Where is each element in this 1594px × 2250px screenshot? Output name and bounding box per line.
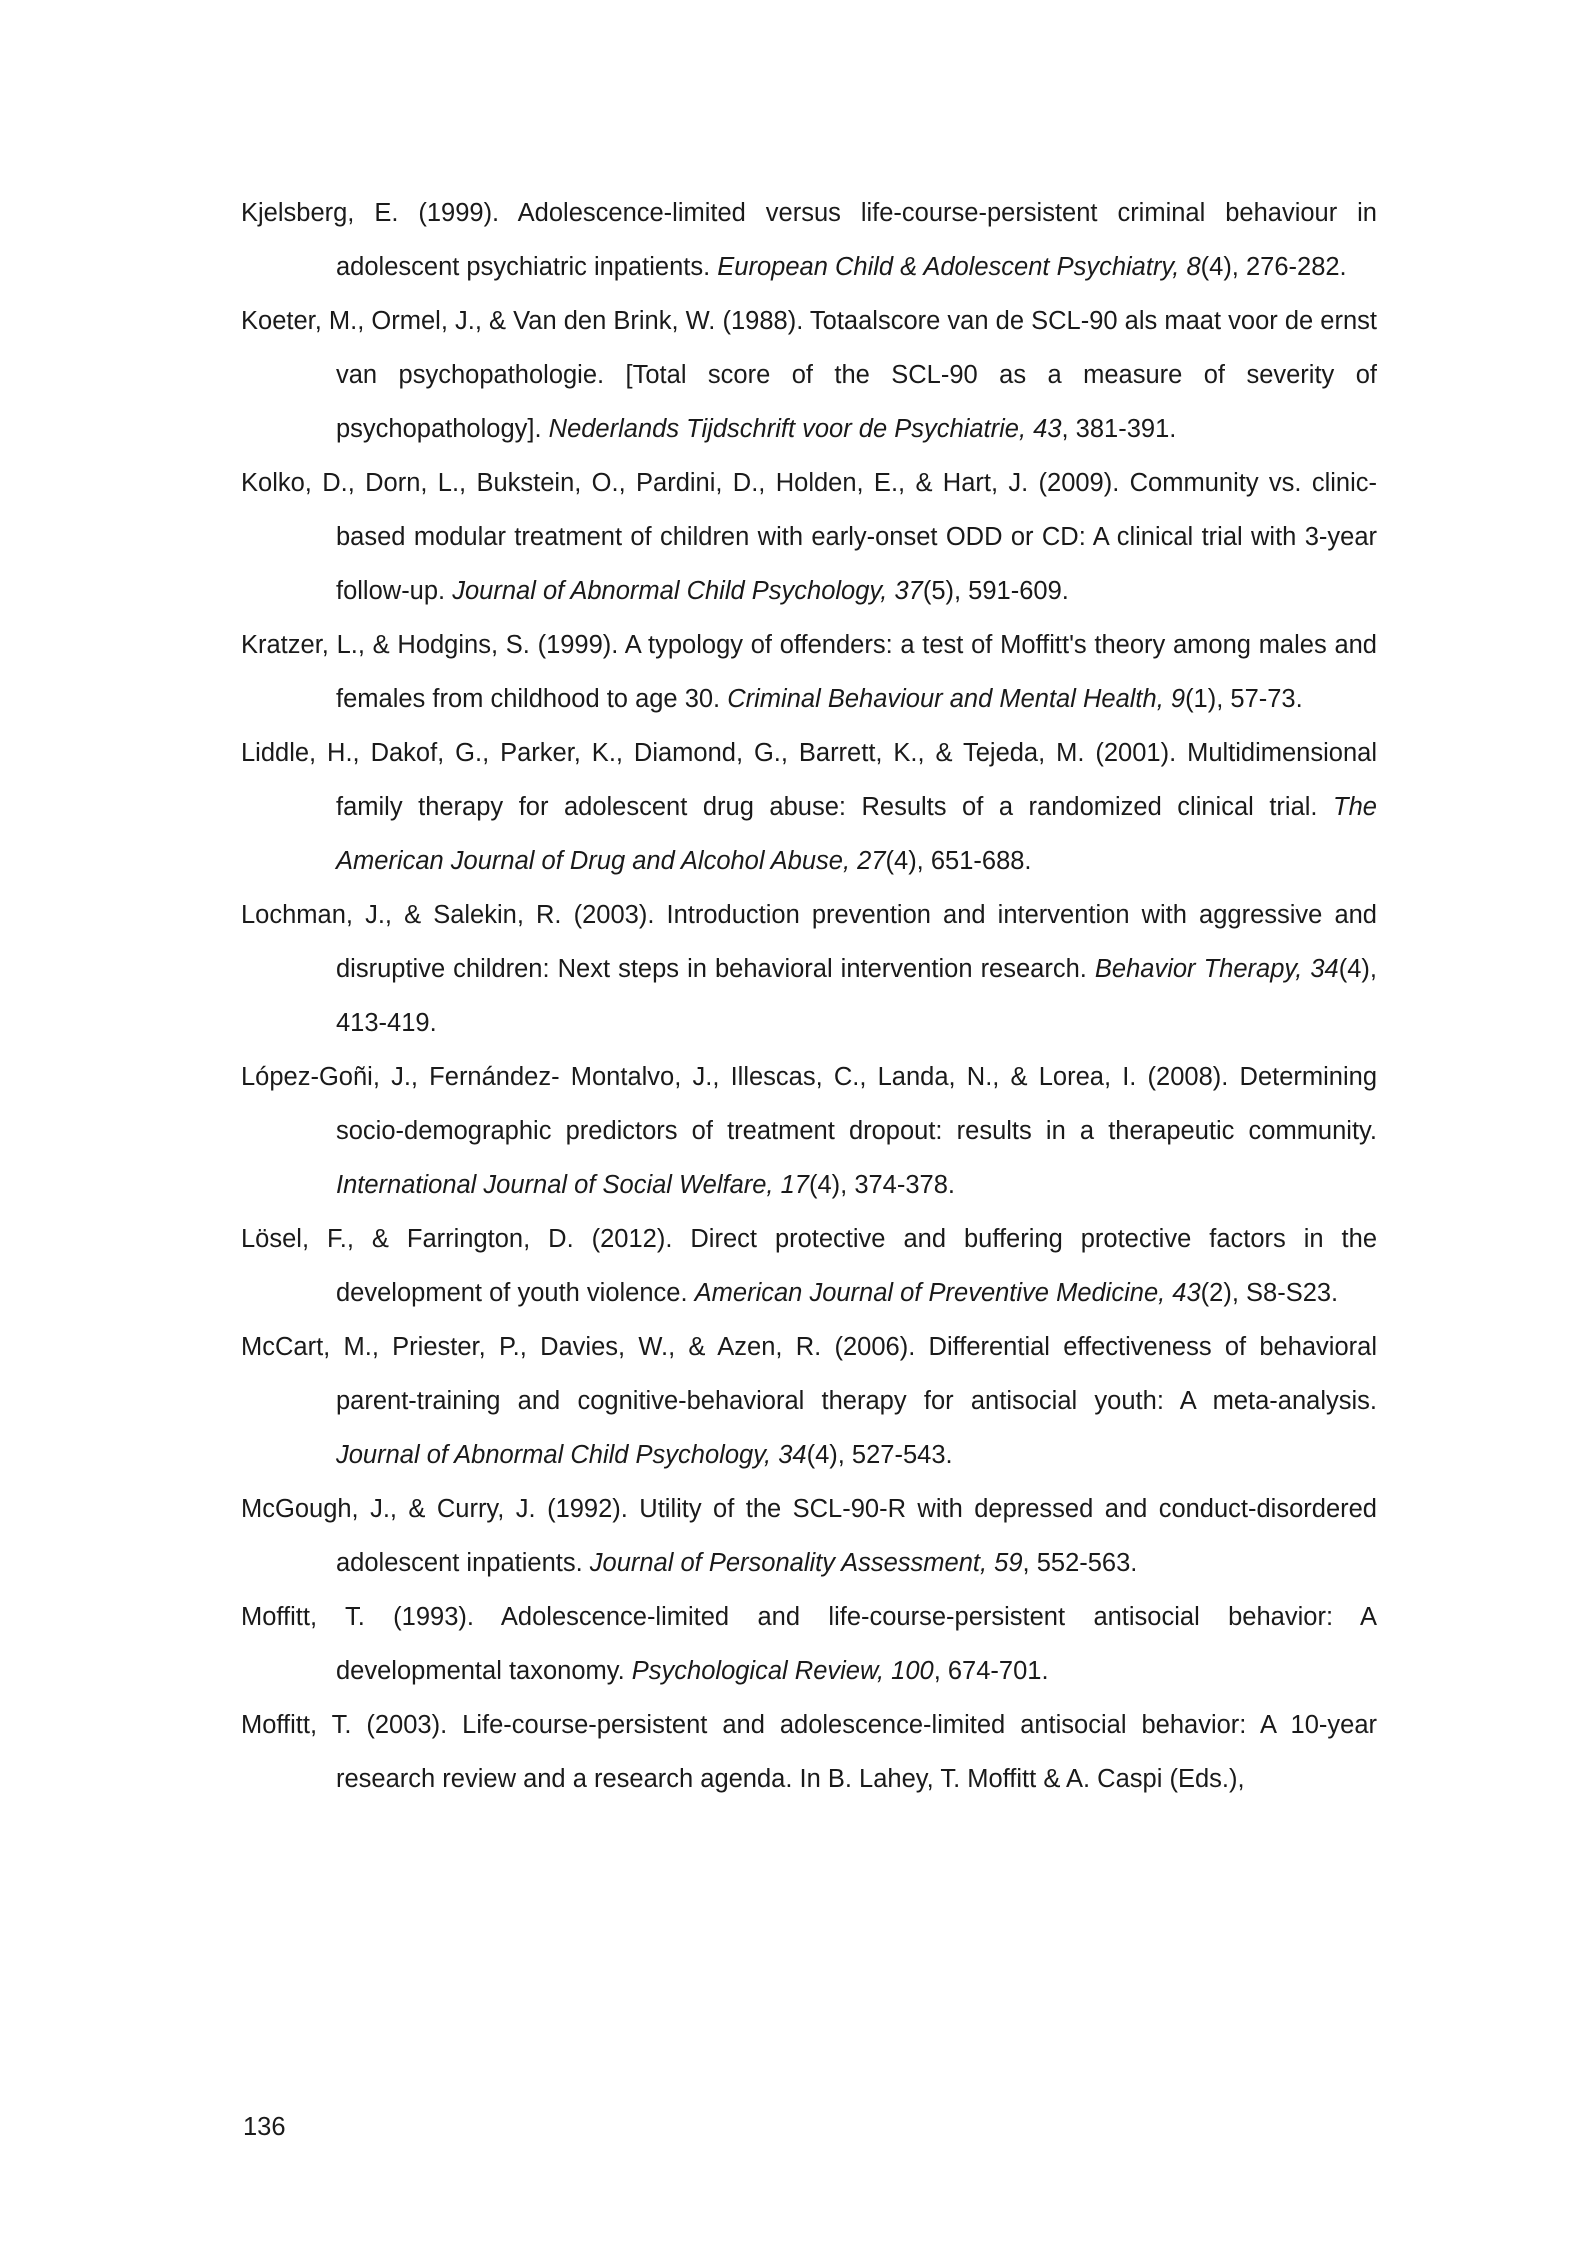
reference-entry: Lösel, F., & Farrington, D. (2012). Direct protective and buffering protective factors in the development of youth violence. American Journal of Preventive Medicine, 43(2), S8-S23. — [241, 1225, 1377, 1307]
reference-entry: Kolko, D., Dorn, L., Bukstein, O., Pardini, D., Holden, E., & Hart, J. (2009). Community vs. clinic-based modular treatment of children with early-onset ODD or CD: A clinical trial with 3-year follow-up. Journal of Abnormal Child Psychology, 37(5), 591-609. — [241, 469, 1377, 605]
journal-title: Behavior Therapy, 34 — [1094, 955, 1339, 983]
reference-entry: Lochman, J., & Salekin, R. (2003). Introduction prevention and intervention with aggressive and disruptive children: Next steps in behavioral intervention research. Behavior Therapy, 34(4), 413-419. — [241, 901, 1377, 1037]
journal-title: Psychological Review, 100 — [631, 1657, 934, 1685]
reference-entry: Moffitt, T. (1993). Adolescence-limited and life-course-persistent antisocial behavior: A developmental taxonomy. Psychological Review, 100, 674-701. — [241, 1603, 1377, 1685]
journal-title: Journal of Abnormal Child Psychology, 34 — [336, 1441, 807, 1469]
reference-entry: López-Goñi, J., Fernández- Montalvo, J., Illescas, C., Landa, N., & Lorea, I. (2008). Determining socio-demographic predictors of treatment dropout: results in a therapeutic community. International Journal of Social Welfare, 17(4), 374-378. — [241, 1063, 1377, 1199]
reference-entry: Kratzer, L., & Hodgins, S. (1999). A typology of offenders: a test of Moffitt's theory among males and females from childhood to age 30. Criminal Behaviour and Mental Health, 9(1), 57-73. — [241, 631, 1377, 713]
journal-title: Journal of Personality Assessment, 59 — [589, 1549, 1023, 1577]
reference-list — [241, 186, 1377, 1806]
reference-entry: Koeter, M., Ormel, J., & Van den Brink, W. (1988). Totaalscore van de SCL-90 als maat voor de ernst van psychopathologie. [Total score of the SCL-90 as a measure of severity of psychopathology]. Nederlands Tijdschrift voor de Psychiatrie, 43, 381-391. — [241, 307, 1377, 443]
reference-entry: Moffitt, T. (2003). Life-course-persistent and adolescence-limited antisocial behavior: A 10-year research review and a research agenda. In B. Lahey, T. Moffitt & A. Caspi (Eds.), — [241, 1711, 1377, 1793]
journal-title: European Child & Adolescent Psychiatry, 8 — [717, 253, 1201, 281]
reference-entry: McGough, J., & Curry, J. (1992). Utility of the SCL-90-R with depressed and conduct-disordered adolescent inpatients. Journal of Personality Assessment, 59, 552-563. — [241, 1495, 1377, 1577]
reference-entry: Kjelsberg, E. (1999). Adolescence-limited versus life-course-persistent criminal behaviour in adolescent psychiatric inpatients. European Child & Adolescent Psychiatry, 8(4), 276-282. — [241, 199, 1377, 281]
journal-title: The American Journal of Drug and Alcohol Abuse, 27 — [336, 793, 1377, 875]
reference-entry: McCart, M., Priester, P., Davies, W., & Azen, R. (2006). Differential effectiveness of behavioral parent-training and cognitive-behavioral therapy for antisocial youth: A meta-analysis. Journal of Abnormal Child Psychology, 34(4), 527-543. — [241, 1333, 1377, 1469]
journal-title: Criminal Behaviour and Mental Health, 9 — [727, 685, 1186, 713]
reference-entry: Liddle, H., Dakof, G., Parker, K., Diamond, G., Barrett, K., & Tejeda, M. (2001). Multidimensional family therapy for adolescent drug abuse: Results of a randomized clinical trial. The American Journal of Drug and Alcohol Abuse, 27(4), 651-688. — [241, 739, 1377, 875]
journal-title: International Journal of Social Welfare, 17 — [336, 1171, 809, 1199]
journal-title: Nederlands Tijdschrift voor de Psychiatrie, 43 — [548, 415, 1062, 443]
journal-title: American Journal of Preventive Medicine, 43 — [694, 1279, 1201, 1307]
journal-title: Journal of Abnormal Child Psychology, 37 — [452, 577, 923, 605]
page-number: 136 — [243, 2113, 286, 2141]
